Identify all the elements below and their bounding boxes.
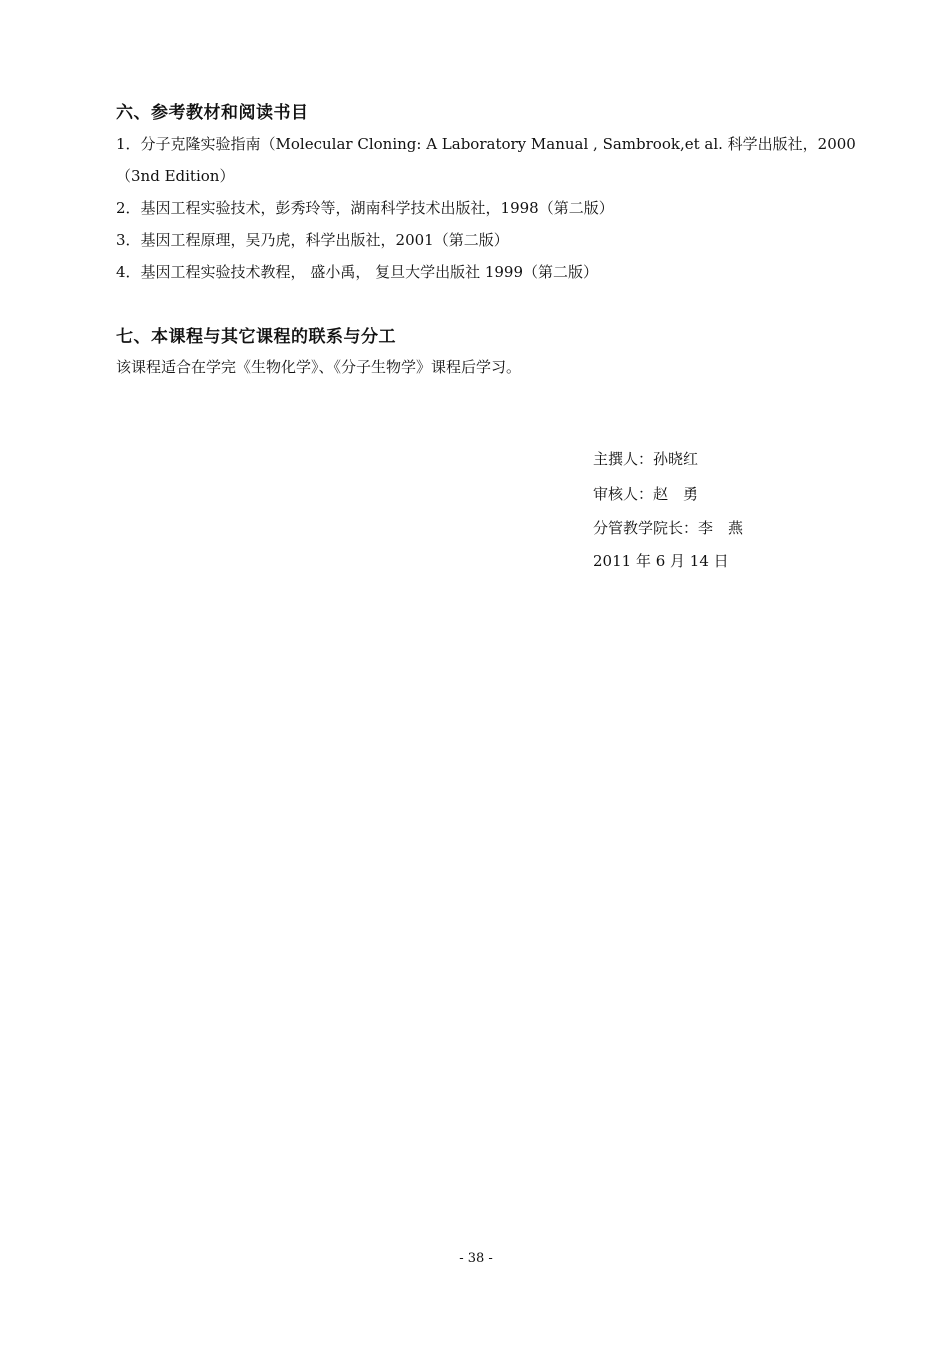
reference-item-1-continued: （3nd Edition） <box>116 167 235 185</box>
reviewer-line: 审核人：赵 勇 <box>593 485 699 503</box>
section-7-body: 该课程适合在学完《生物化学》、《分子生物学》课程后学习。 <box>116 358 522 376</box>
reference-item-4: 4．基因工程实验技术教程， 盛小禹， 复旦大学出版社 1999（第二版） <box>116 263 599 281</box>
dean-line: 分管教学院长：李 燕 <box>593 519 744 537</box>
reference-item-3: 3．基因工程原理，吴乃虎，科学出版社，2001（第二版） <box>116 231 509 249</box>
section-7-heading: 七、本课程与其它课程的联系与分工 <box>116 327 396 347</box>
reference-item-1: 1．分子克隆实验指南（Molecular Cloning: A Laboratory Manual , Sambrook,et al. 科学出版社，2000 <box>116 135 856 153</box>
reference-item-2: 2．基因工程实验技术，彭秀玲等，湖南科学技术出版社，1998（第二版） <box>116 199 614 217</box>
section-6-heading: 六、参考教材和阅读书目 <box>116 103 309 123</box>
author-line: 主撰人：孙晓红 <box>593 450 699 468</box>
date-line: 2011 年 6 月 14 日 <box>593 552 729 570</box>
page-number: - 38 - <box>459 1251 493 1266</box>
